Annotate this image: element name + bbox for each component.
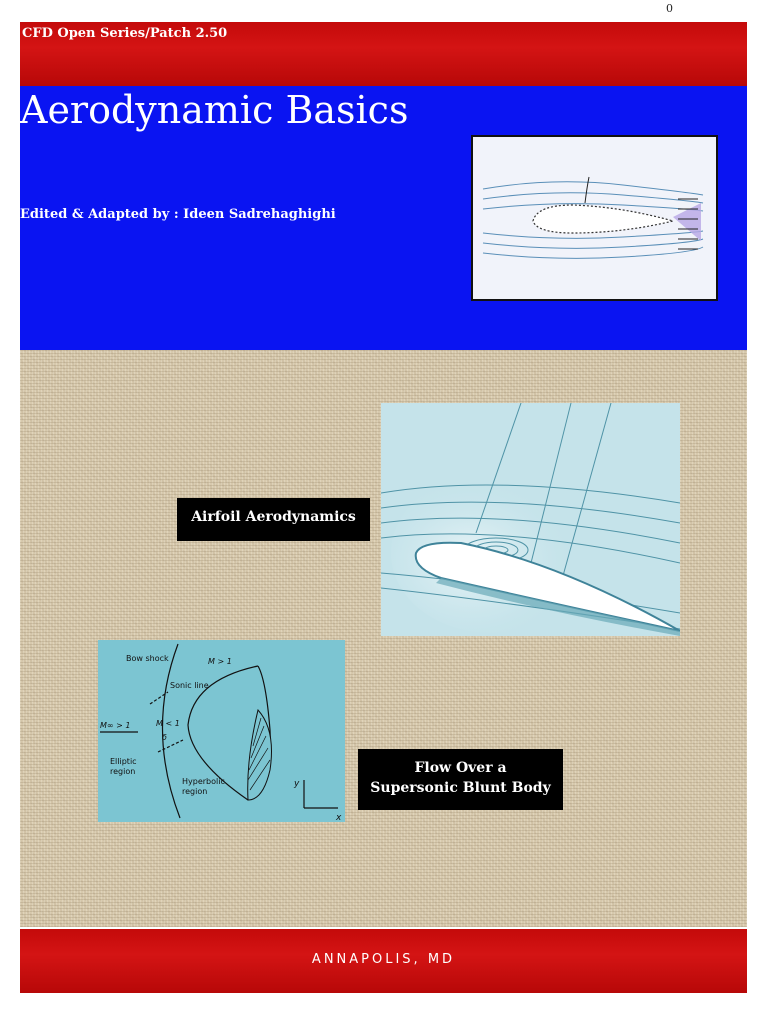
publisher-city: ANNAPOLIS, MD (311, 952, 456, 967)
x-axis-label: x (336, 813, 342, 822)
airfoil-flow-graphic (381, 403, 680, 636)
elliptic-label-2: region (110, 767, 136, 776)
blunt-body-label-line2: Supersonic Blunt Body (370, 780, 551, 796)
hyperbolic-label-1: Hyperbolic (182, 777, 225, 786)
blunt-body-graphic (98, 640, 345, 822)
blunt-body-label-line1: Flow Over a (414, 760, 507, 776)
bow-shock-label: Bow shock (126, 654, 169, 663)
delta-label: δ (162, 733, 167, 742)
sonic-line-label: Sonic line (170, 681, 209, 690)
page-number: 0 (666, 2, 673, 15)
airfoil-flow-image (381, 403, 680, 636)
series-label: CFD Open Series/Patch 2.50 (22, 26, 228, 41)
mach-gt-1-label: M > 1 (208, 657, 232, 666)
mach-lt-1-label: M < 1 (156, 719, 180, 728)
airfoil-aerodynamics-label: Airfoil Aerodynamics (177, 498, 370, 541)
freestream-mach-label: M∞ > 1 (100, 721, 131, 730)
airfoil-streamline-figure (471, 135, 718, 301)
blunt-body-shock-diagram (98, 640, 345, 822)
blunt-body-label (358, 749, 563, 810)
y-axis-label: y (294, 779, 300, 789)
document-title: Aerodynamic Basics (20, 88, 409, 132)
hyperbolic-label-2: region (182, 787, 208, 796)
elliptic-label-1: Elliptic (110, 757, 137, 766)
airfoil-streamline-graphic (473, 137, 716, 299)
editor-credit: Edited & Adapted by : Ideen Sadrehaghighi (20, 207, 336, 222)
